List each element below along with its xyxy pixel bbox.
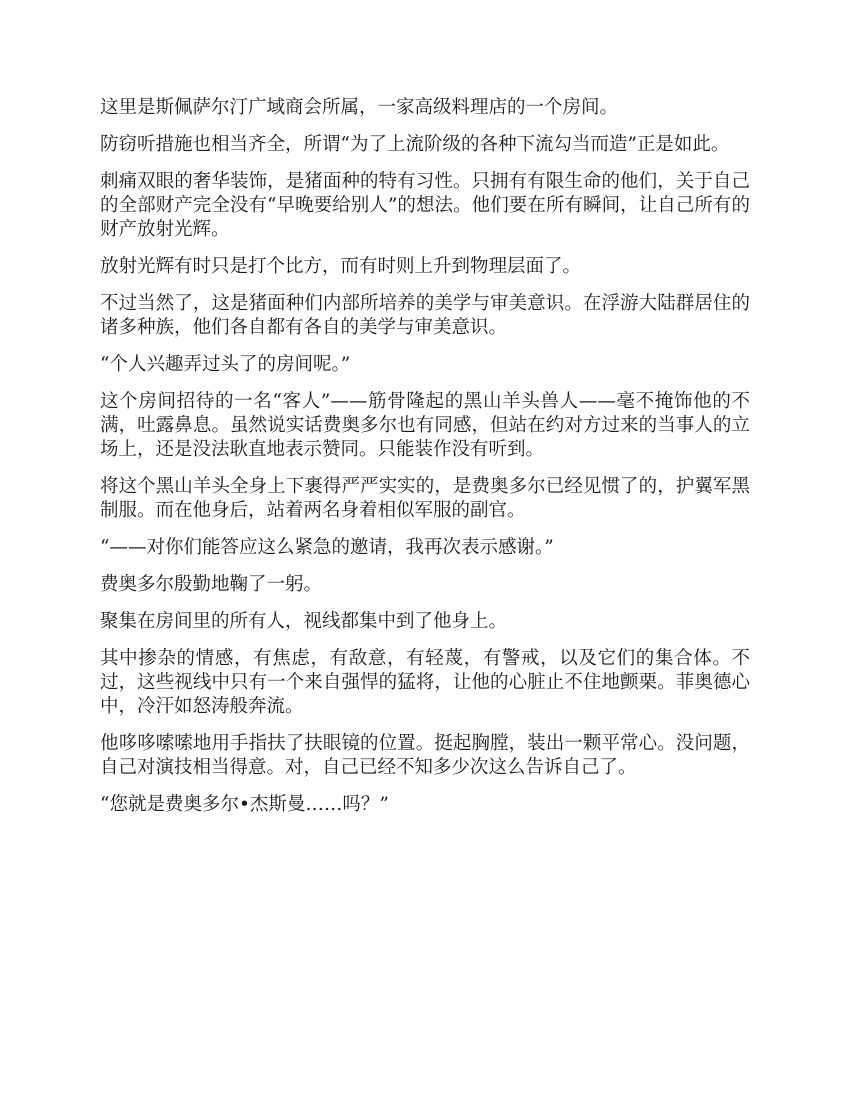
paragraph: “您就是费奥多尔•杰斯曼……吗？” (100, 794, 389, 815)
paragraph: 放射光辉有时只是打个比方，而有时则上升到物理层面了。 (100, 256, 582, 277)
paragraph: 刺痛双眼的奢华装饰，是猪面种的特有习性。只拥有有限生命的他们，关于自己的全部财产完全没有“早晚要给别人”的想法。他们要在所有瞬间，让自己所有的财产放射光辉。 (100, 171, 750, 240)
paragraph: 不过当然了，这是猪面种们内部所培养的美学与审美意识。在浮游大陆群居住的诸多种族，他们各自都有各自的美学与审美意识。 (100, 293, 750, 338)
paragraph: 聚集在房间里的所有人，视线都集中到了他身上。 (100, 611, 508, 632)
paragraph: 将这个黑山羊头全身上下裹得严严实实的，是费奥多尔已经见惯了的，护翼军黑制服。而在他身后，站着两名身着相似军服的副官。 (100, 476, 750, 521)
paragraph: “个人兴趣弄过头了的房间呢。” (100, 354, 351, 375)
paragraph: 这个房间招待的一名“客人”——筋骨隆起的黑山羊头兽人——毫不掩饰他的不满，吐露鼻息。虽然说实话费奥多尔也有同感，但站在约对方过来的当事人的立场上，还是没法耿直地表示赞同。只能装作没有听到。 (100, 391, 750, 460)
paragraph: 其中掺杂的情感，有焦虑，有敌意，有轻蔑，有警戒，以及它们的集合体。不过，这些视线中只有一个来自强悍的猛将，让他的心脏止不住地颤栗。菲奥德心中，冷汗如怒涛般奔流。 (100, 648, 750, 717)
paragraph: 防窃听措施也相当齐全，所谓“为了上流阶级的各种下流勾当而造”正是如此。 (100, 134, 730, 155)
paragraph: 这里是斯佩萨尔汀广域商会所属，一家高级料理店的一个房间。 (100, 97, 619, 118)
paragraph: “——对你们能答应这么紧急的邀请，我再次表示感谢。” (100, 537, 554, 558)
paragraph: 费奥多尔殷勤地鞠了一躬。 (100, 574, 323, 595)
document-page (100, 96, 750, 830)
paragraph: 他哆哆嗦嗦地用手指扶了扶眼镜的位置。挺起胸膛，装出一颗平常心。没问题，自己对演技相当得意。对，自己已经不知多少次这么告诉自己了。 (100, 733, 750, 778)
